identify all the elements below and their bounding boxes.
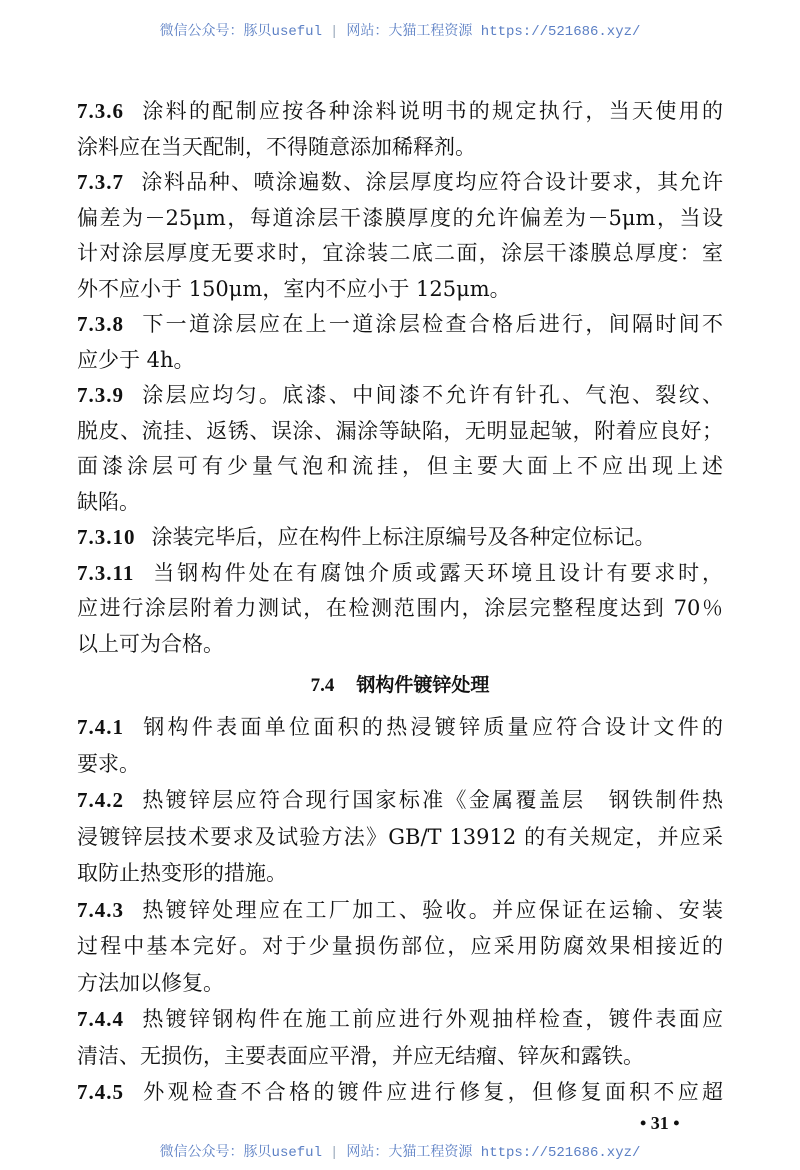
clause-text: 计对涂层厚度无要求时，宜涂装二底二面，涂层干漆膜总厚度：室	[77, 241, 723, 265]
text-line	[77, 343, 723, 379]
text-line	[77, 556, 723, 592]
clause-text: 应进行涂层附着力测试，在检测范围内，涂层完整程度达到 70％	[77, 596, 723, 620]
text-line	[77, 414, 723, 450]
clause-7-4-2	[77, 782, 723, 892]
text-line	[77, 709, 723, 746]
heading-title: 钢构件镀锌处理	[356, 674, 490, 696]
clause-text: 外不应小于 150μm，室内不应小于 125μm。	[77, 276, 511, 301]
watermark-footer	[0, 1141, 800, 1161]
text-line	[77, 130, 723, 166]
clause-7-4-1	[77, 709, 723, 782]
clause-text: 浸镀锌层技术要求及试验方法》GB/T 13912 的有关规定，并应采	[77, 824, 723, 849]
clause-number: 7.4.4	[77, 1007, 124, 1031]
watermark-separator: |	[329, 1145, 339, 1161]
clause-number: 7.3.6	[77, 99, 124, 123]
clause-text: 涂层应均匀。底漆、中间漆不允许有针孔、气泡、裂纹、	[140, 383, 723, 407]
clause-7-3-10	[77, 520, 723, 556]
clause-text: 下一道涂层应在上一道涂层检查合格后进行，间隔时间不	[140, 312, 723, 336]
clause-text: 钢构件表面单位面积的热浸镀锌质量应符合设计文件的	[140, 715, 723, 739]
clause-text: 涂料应在当天配制，不得随意添加稀释剂。	[77, 134, 476, 159]
clause-number: 7.4.3	[77, 897, 124, 922]
watermark-wechat: 微信公众号：豚贝useful	[159, 1145, 322, 1161]
text-line	[77, 627, 723, 663]
clause-text: 面漆涂层可有少量气泡和流挂，但主要大面上不应出现上述	[77, 454, 723, 478]
clause-number: 7.3.7	[77, 170, 124, 194]
clause-number: 7.3.9	[77, 383, 124, 407]
text-line	[77, 928, 723, 965]
clause-number: 7.3.8	[77, 312, 124, 336]
text-line	[77, 819, 723, 856]
watermark-separator: |	[329, 24, 339, 40]
clause-7-4-5	[77, 1074, 723, 1111]
clause-text: 涂装完毕后，应在构件上标注原编号及各种定位标记。	[151, 525, 656, 549]
section-7-3	[77, 94, 723, 662]
section-7-4	[77, 709, 723, 1111]
text-line	[77, 485, 723, 521]
clause-text: 当钢构件处在有腐蚀介质或露天环境且设计有要求时，	[150, 560, 723, 585]
text-line	[77, 449, 723, 485]
clause-7-3-7	[77, 165, 723, 307]
text-line	[77, 236, 723, 272]
clause-text: 热镀锌处理应在工厂加工、验收。并应保证在运输、安装	[140, 897, 723, 922]
clause-text: 热镀锌钢构件在施工前应进行外观抽样检查，镀件表面应	[140, 1007, 723, 1031]
text-line	[77, 1074, 723, 1111]
text-line	[77, 1038, 723, 1075]
clause-text: 热镀锌层应符合现行国家标准《金属覆盖层 钢铁制件热	[140, 788, 723, 812]
clause-text: 取防止热变形的措施。	[77, 861, 287, 885]
clause-7-4-4	[77, 1001, 723, 1074]
clause-text: 偏差为－25μm，每道涂层干漆膜厚度的允许偏差为－5μm，当设	[77, 205, 723, 230]
text-line	[77, 307, 723, 343]
text-line	[77, 591, 723, 627]
clause-7-3-6	[77, 94, 723, 165]
watermark-header	[0, 20, 800, 40]
text-line	[77, 94, 723, 130]
clause-number: 7.4.1	[77, 715, 124, 739]
watermark-website: 网站：大猫工程资源 https://521686.xyz/	[346, 24, 641, 40]
text-line	[77, 165, 723, 201]
section-heading-7-4	[77, 662, 723, 709]
clause-7-3-9	[77, 378, 723, 520]
page-number: • 31 •	[640, 1113, 680, 1133]
clause-text: 脱皮、流挂、返锈、误涂、漏涂等缺陷，无明显起皱，附着应良好；	[77, 418, 723, 443]
clause-number: 7.4.5	[77, 1080, 124, 1104]
clause-7-3-11	[77, 556, 723, 663]
clause-text: 应少于 4h。	[77, 347, 195, 372]
text-line	[77, 855, 723, 892]
clause-text: 过程中基本完好。对于少量损伤部位，应采用防腐效果相接近的	[77, 934, 723, 958]
document-body	[77, 94, 723, 1111]
text-line	[77, 378, 723, 414]
text-line	[77, 746, 723, 783]
clause-7-3-8	[77, 307, 723, 378]
clause-text: 外观检查不合格的镀件应进行修复，但修复面积不应超	[140, 1080, 723, 1104]
clause-text: 缺陷。	[77, 489, 140, 514]
text-line	[77, 892, 723, 929]
clause-text: 涂料的配制应按各种涂料说明书的规定执行，当天使用的	[140, 99, 723, 123]
text-line	[77, 965, 723, 1002]
clause-number: 7.4.2	[77, 788, 124, 812]
clause-number: 7.3.11	[77, 560, 135, 585]
clause-number: 7.3.10	[77, 525, 136, 549]
heading-number: 7.4	[310, 675, 335, 696]
text-line	[77, 1001, 723, 1038]
clause-text: 方法加以修复。	[77, 970, 224, 995]
clause-text: 涂料品种、喷涂遍数、涂层厚度均应符合设计要求，其允许	[140, 170, 723, 194]
text-line	[77, 520, 723, 556]
clause-text: 清洁、无损伤，主要表面应平滑，并应无结瘤、锌灰和露铁。	[77, 1043, 644, 1068]
watermark-wechat: 微信公众号：豚贝useful	[159, 24, 322, 40]
text-line	[77, 782, 723, 819]
watermark-website: 网站：大猫工程资源 https://521686.xyz/	[346, 1145, 641, 1161]
text-line	[77, 272, 723, 308]
clause-7-4-3	[77, 892, 723, 1002]
clause-text: 以上可为合格。	[77, 631, 224, 656]
clause-text: 要求。	[77, 751, 140, 776]
text-line	[77, 201, 723, 237]
